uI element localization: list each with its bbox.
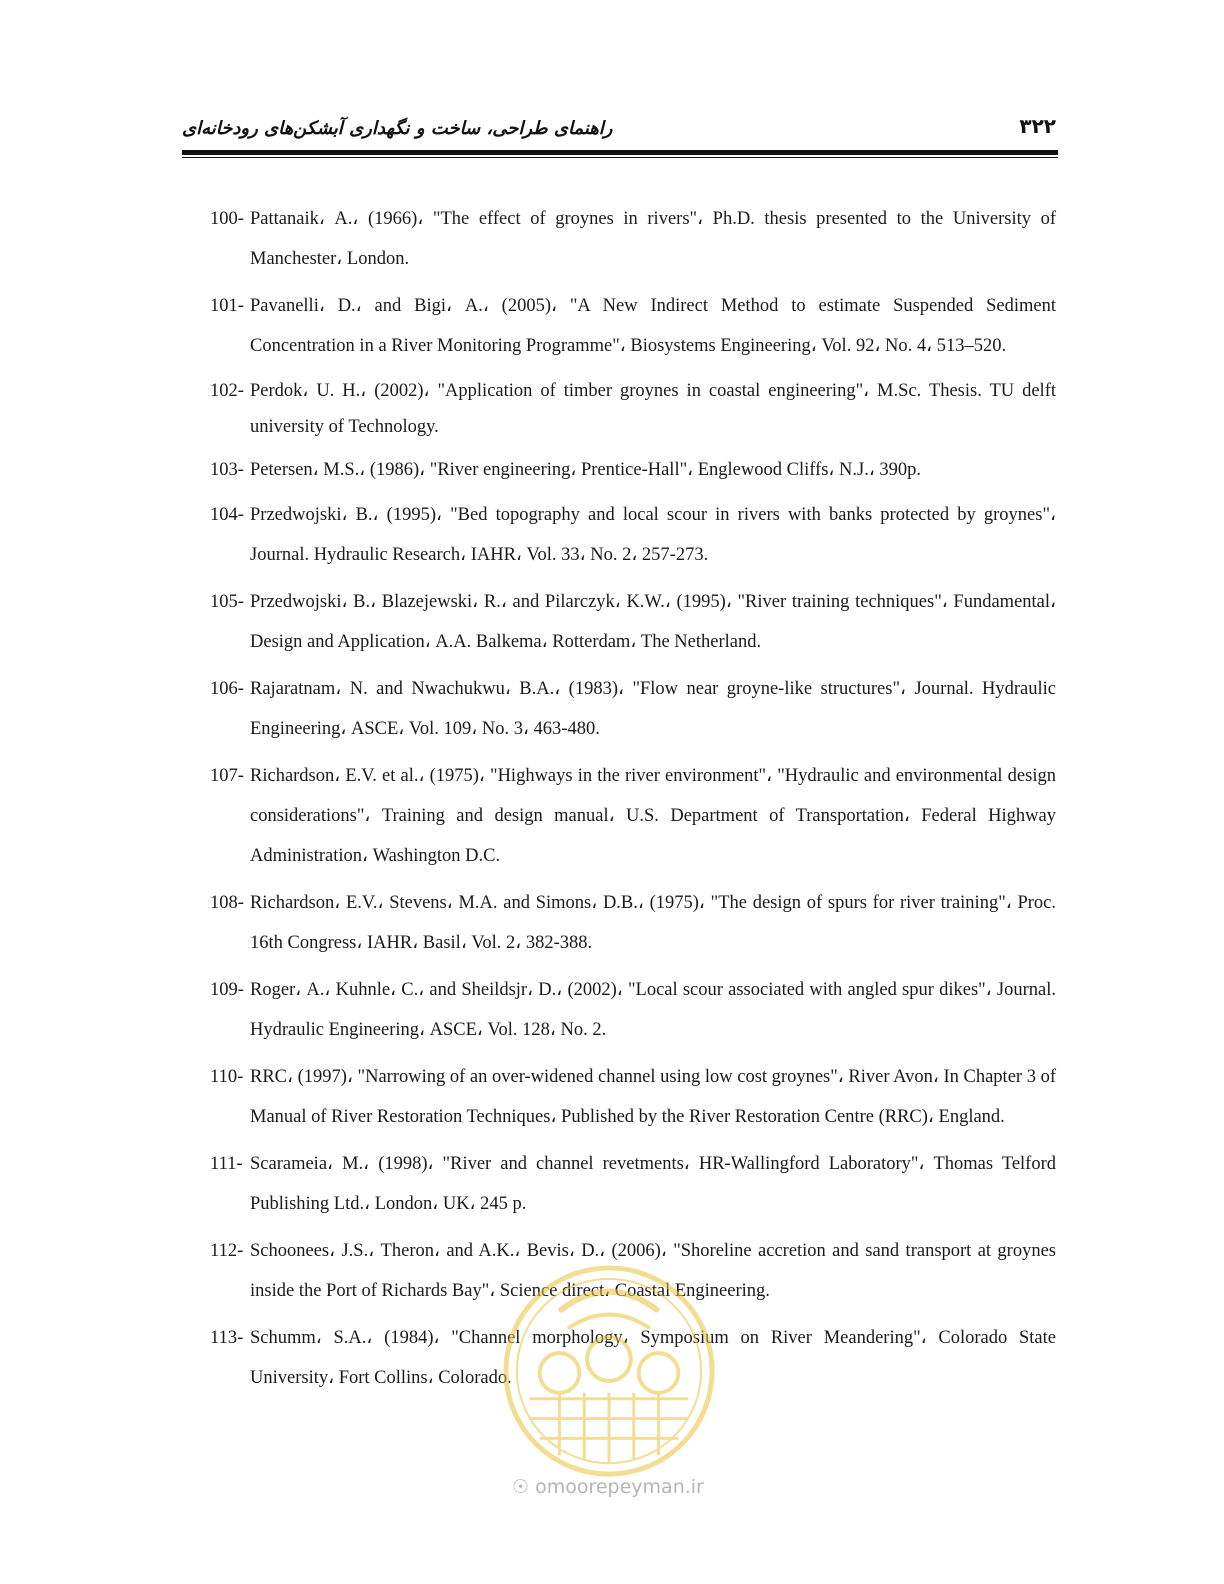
reference-number: 111- bbox=[210, 1154, 243, 1174]
page-number: ۳۲۲ bbox=[1019, 114, 1056, 138]
reference-number: 113- bbox=[210, 1328, 244, 1348]
reference-text: Przedwojski، B.، (1995)، "Bed topography and local scour in rivers with banks protected by groynes"، Journal. Hydraulic Research، IAHR، Vol. 33، No. 2، 257-273. bbox=[250, 505, 1056, 565]
reference-text: Richardson، E.V.، Stevens، M.A. and Simons، D.B.، (1975)، "The design of spurs for river training"، Proc. 16th Congress، IAHR، Basil، Vol. 2، 382-388. bbox=[250, 893, 1056, 953]
reference-item bbox=[210, 452, 1056, 488]
reference-text: Rajaratnam، N. and Nwachukwu، B.A.، (1983)، "Flow near groyne-like structures"، Journal. Hydraulic Engineering، ASCE، Vol. 109، No. 3، 463-480. bbox=[250, 679, 1056, 739]
header-title: راهنمای طراحی، ساخت و نگهداری آبشکن‌های رودخانه‌ای bbox=[182, 118, 613, 139]
reference-item bbox=[210, 1144, 1056, 1224]
reference-item bbox=[210, 669, 1056, 749]
reference-list bbox=[210, 199, 1056, 1405]
reference-number: 104- bbox=[210, 505, 244, 525]
reference-number: 108- bbox=[210, 893, 244, 913]
reference-text: Pattanaik، A.، (1966)، "The effect of groynes in rivers"، Ph.D. thesis presented to the University of Manchester، London. bbox=[250, 209, 1056, 269]
header-rule-thin bbox=[182, 157, 1058, 158]
watermark-logo bbox=[500, 1262, 718, 1480]
reference-number: 112- bbox=[210, 1241, 244, 1261]
header-rule-thick bbox=[182, 150, 1058, 155]
reference-number: 101- bbox=[210, 296, 244, 316]
reference-number: 110- bbox=[210, 1067, 244, 1087]
reference-text: Przedwojski، B.، Blazejewski، R.، and Pilarczyk، K.W.، (1995)، "River training techniques"، Fundamental، Design and Application، A.A. Balkema، Rotterdam، The Netherland. bbox=[250, 592, 1056, 652]
reference-number: 103- bbox=[210, 460, 244, 480]
reference-text: Scarameia، M.، (1998)، "River and channel revetments، HR-Wallingford Laboratory"، Thomas Telford Publishing Ltd.، London، UK، 245 p. bbox=[250, 1154, 1056, 1214]
reference-number: 102- bbox=[210, 381, 244, 401]
reference-number: 106- bbox=[210, 679, 244, 699]
reference-text: Pavanelli، D.، and Bigi، A.، (2005)، "A New Indirect Method to estimate Suspended Sediment Concentration in a River Monitoring Programme"، Biosystems Engineering، Vol. 92، No. 4، 513–520. bbox=[250, 296, 1056, 356]
reference-text: RRC، (1997)، "Narrowing of an over-widened channel using low cost groynes"، River Avon، In Chapter 3 of Manual of River Restoration Techniques، Published by the River Restoration Centre (RRC)، England. bbox=[250, 1067, 1056, 1127]
reference-number: 107- bbox=[210, 766, 244, 786]
watermark-site: ☉ omoorepeyman.ir bbox=[512, 1476, 704, 1498]
reference-text: Roger، A.، Kuhnle، C.، and Sheildsjr، D.، (2002)، "Local scour associated with angled spur dikes"، Journal. Hydraulic Engineering، ASCE، Vol. 128، No. 2. bbox=[250, 980, 1056, 1040]
reference-text: Perdok، U. H.، (2002)، "Application of timber groynes in coastal engineering"، M.Sc. Thesis. TU delft university of Technology. bbox=[250, 381, 1056, 437]
reference-item bbox=[210, 756, 1056, 876]
reference-number: 105- bbox=[210, 592, 244, 612]
reference-item bbox=[210, 495, 1056, 575]
reference-item bbox=[210, 970, 1056, 1050]
reference-item bbox=[210, 582, 1056, 662]
reference-item bbox=[210, 286, 1056, 366]
reference-number: 100- bbox=[210, 209, 244, 229]
reference-text: Schumm، S.A.، (1984)، "Channel morphology، Symposium on River Meandering"، Colorado State University، Fort Collins، Colorado. bbox=[250, 1328, 1056, 1388]
reference-item bbox=[210, 373, 1056, 445]
reference-item bbox=[210, 883, 1056, 963]
reference-text: Petersen، M.S.، (1986)، "River engineering، Prentice-Hall"، Englewood Cliffs، N.J.، 390p. bbox=[250, 460, 922, 480]
reference-text: Richardson، E.V. et al.، (1975)، "Highways in the river environment"، "Hydraulic and environmental design considerations"، Training and design manual، U.S. Department of Transportation، Federal Highway Administration، Washington D.C. bbox=[250, 766, 1056, 866]
reference-item bbox=[210, 199, 1056, 279]
reference-text: Schoonees، J.S.، Theron، and A.K.، Bevis، D.، (2006)، "Shoreline accretion and sand transport at groynes inside the Port of Richards Bay"، Science direct، Coastal Engineering. bbox=[250, 1241, 1056, 1301]
reference-number: 109- bbox=[210, 980, 244, 1000]
reference-item bbox=[210, 1057, 1056, 1137]
